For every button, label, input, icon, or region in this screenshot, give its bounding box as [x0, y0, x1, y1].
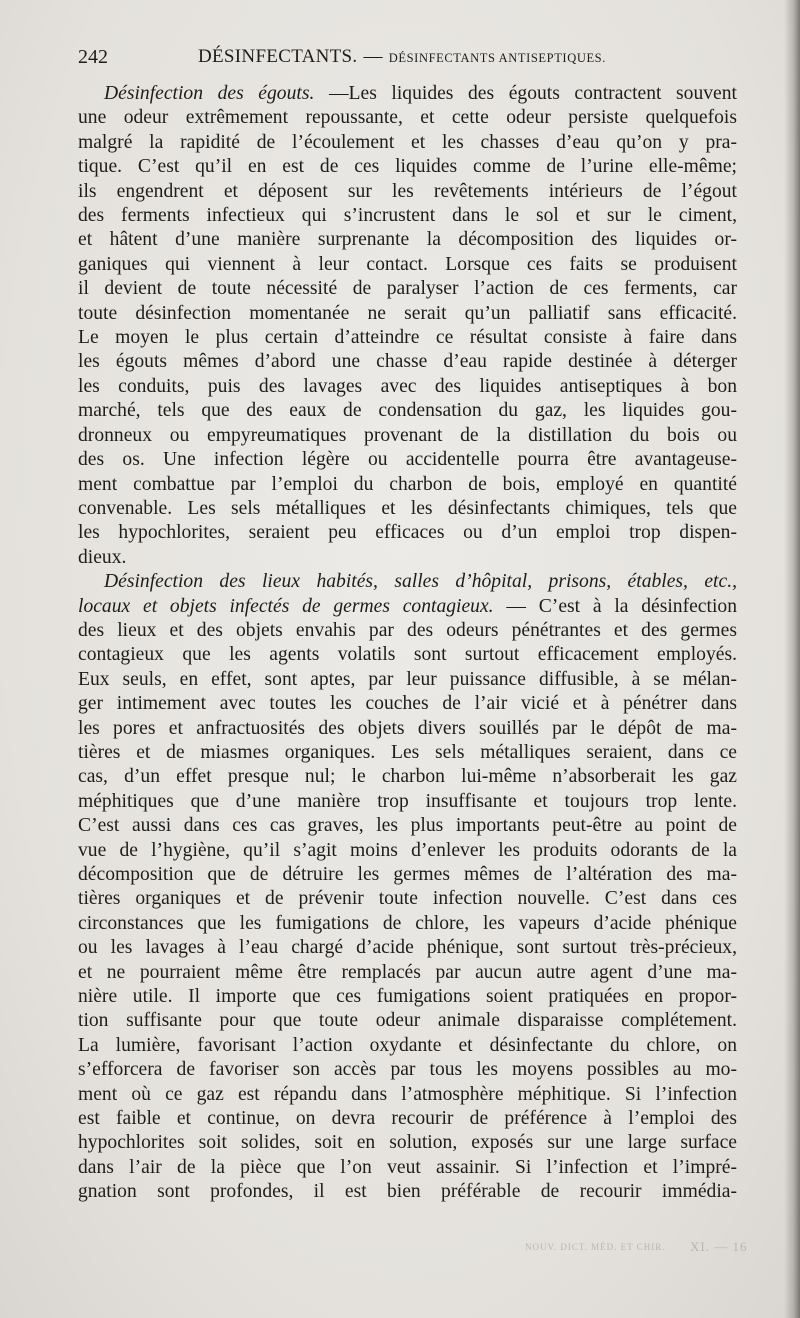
- text-line: La lumière, favorisant l’action oxydante et désinfectante du chlore, on: [78, 1034, 737, 1056]
- text-line: il devient de toute nécessité de paralyser l’action de ces ferments, car: [78, 278, 737, 300]
- paragraph-lieux-habites: [78, 570, 737, 1205]
- page-number: 242: [78, 46, 108, 68]
- signature-text: NOUV. DICT. MÉD. ET CHIR.: [525, 1242, 666, 1252]
- running-title-main: DÉSINFECTANTS.: [198, 46, 358, 67]
- text-line: tières et de miasmes organiques. Les sels métalliques seraient, dans ce: [78, 741, 737, 763]
- text-line: les pores et anfractuosités des objets divers souillés par le dépôt de ma-: [78, 717, 737, 739]
- section-heading-lieux-habites: Désinfection des lieux habités, salles d’hôpital, prisons, étables, etc.,: [104, 571, 737, 593]
- text-line: décomposition que de détruire les germes mêmes de l’altération des ma-: [78, 864, 737, 885]
- text-line: dans l’air de la pièce que l’on veut assainir. Si l’infection et l’impré-: [78, 1156, 737, 1178]
- text-line: les hypochlorites, seraient peu efficaces ou d’un emploi trop dispen-: [78, 522, 737, 544]
- running-title-subtitle: DÉSINFECTANTS ANTISEPTIQUES.: [388, 51, 606, 65]
- text-line: une odeur extrêmement repoussante, et cette odeur persiste quelquefois: [78, 107, 737, 129]
- text-line: vue de l’hygiène, qu’il s’agit moins d’enlever les produits odorants de la: [78, 839, 737, 861]
- text-line: contagieux que les agents volatils sont surtout efficacement employés.: [78, 644, 737, 666]
- text-line: tion suffisante pour que toute odeur animale disparaisse complétement.: [78, 1010, 737, 1032]
- text-line: s’efforcera de favoriser son accès par tous les moyens possibles au mo-: [78, 1059, 737, 1081]
- text-line: Eux seuls, en effet, sont aptes, par leur puissance diffusible, à se mélan-: [78, 668, 737, 690]
- text-line: malgré la rapidité de l’écoulement et les chasses d’eau qu’on y pra-: [78, 131, 737, 153]
- text-line: convenable. Les sels métalliques et les désinfectants chimiques, tels que: [78, 497, 737, 519]
- text-line: les conduits, puis des lavages avec des liquides antiseptiques à bon: [78, 375, 737, 397]
- text-line: cas, d’un effet presque nul; le charbon lui-même n’absorberait les gaz: [78, 766, 737, 788]
- body-text: [78, 82, 737, 1205]
- sheet-number: XI. — 16: [690, 1239, 748, 1254]
- text-line: est faible et continue, on devra recourir de préférence à l’emploi des: [78, 1108, 737, 1130]
- text-line: des os. Une infection légère ou accidentelle pourra être avantageuse-: [78, 449, 737, 471]
- running-title-dash: —: [363, 46, 383, 67]
- sheet-signature: [525, 1239, 775, 1258]
- section-heading-lieux-habites-cont: locaux et objets infectés de germes contagieux.: [78, 595, 494, 617]
- text-line: les égouts mêmes d’abord une chasse d’eau rapide destinée à déterger: [78, 351, 737, 373]
- text-line: et ne pourraient même être remplacés par aucun autre agent d’une ma-: [78, 961, 737, 983]
- text-line: Désinfection des égouts. —Les liquides des égouts contractent souvent: [104, 83, 737, 104]
- section-heading-egouts: Désinfection des égouts.: [104, 83, 315, 104]
- text-line: ou les lavages à l’eau chargé d’acide phénique, sont surtout très-précieux,: [78, 937, 737, 959]
- text-line: ger intimement avec toutes les couches de l’air vicié et à pénétrer dans: [78, 693, 737, 715]
- text-line: ganiques qui viennent à leur contact. Lorsque ces faits se produisent: [78, 253, 737, 275]
- page-spine-shadow: [784, 0, 800, 1318]
- text-line: marché, tels que des eaux de condensation du gaz, les liquides gou-: [78, 400, 737, 422]
- text-line: ment combattue par l’emploi du charbon de bois, employé en quantité: [78, 473, 737, 495]
- text-line: hypochlorites soit solides, soit en solution, exposés sur une large surface: [78, 1132, 737, 1154]
- text-line: circonstances que les fumigations de chlore, les vapeurs d’acide phénique: [78, 912, 737, 934]
- paragraph-egouts: [78, 82, 737, 570]
- text-line: nière utile. Il importe que ces fumigations soient pratiquées en propor-: [78, 986, 737, 1008]
- text-line: dieux.: [78, 546, 127, 568]
- text-line: locaux et objets infectés de germes contagieux. — C’est à la désinfection: [78, 595, 737, 617]
- text-line: gnation sont profondes, il est bien préférable de recourir immédia-: [78, 1181, 737, 1203]
- text-line: ils engendrent et déposent sur les revêtements intérieurs de l’égout: [78, 180, 737, 202]
- text-line: tique. C’est qu’il en est de ces liquides comme de l’urine elle-même;: [78, 156, 737, 178]
- text-line: dronneux ou empyreumatiques provenant de la distillation du bois ou: [78, 424, 737, 446]
- text-line: des ferments infectieux qui s’incrustent dans le sol et sur le ciment,: [78, 205, 737, 227]
- running-title: [198, 46, 606, 68]
- text-line: C’est aussi dans ces cas graves, les plus importants peut-être au point de: [78, 815, 737, 837]
- running-header: [78, 46, 728, 76]
- text-line: Le moyen le plus certain d’atteindre ce résultat consiste à faire dans: [78, 327, 737, 349]
- text-line: méphitiques que d’une manière trop insuffisante et toujours trop lente.: [78, 790, 737, 812]
- text-line: toute désinfection momentanée ne serait qu’un palliatif sans efficacité.: [78, 302, 737, 324]
- text-line: et hâtent d’une manière surprenante la décomposition des liquides or-: [78, 229, 737, 251]
- text-line: des lieux et des objets envahis par des odeurs pénétrantes et des germes: [78, 619, 737, 641]
- text-line: ment où ce gaz est répandu dans l’atmosphère méphitique. Si l’infection: [78, 1083, 737, 1105]
- text-line: tières organiques et de prévenir toute infection nouvelle. C’est dans ces: [78, 888, 737, 910]
